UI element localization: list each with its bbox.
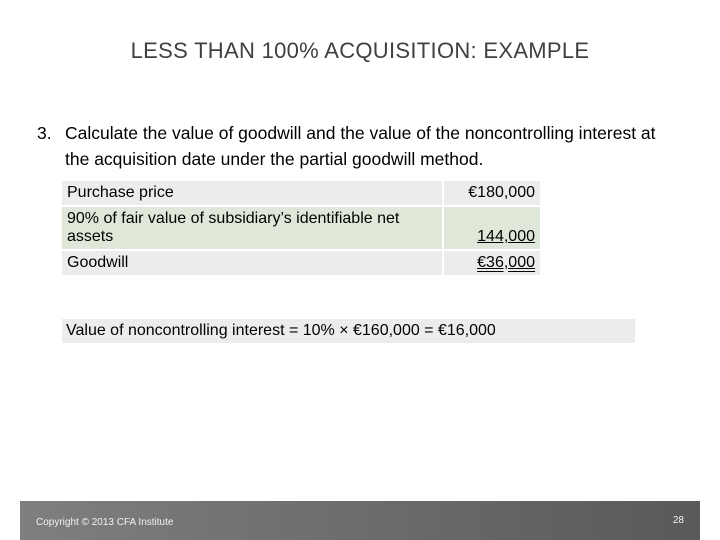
question-item [37, 120, 677, 172]
noncontrolling-interest-text: Value of noncontrolling interest = 10% × €160,000 = €16,000 [62, 319, 635, 343]
goodwill-value: €36,000 [477, 254, 535, 271]
purchase-price-value: €180,000 [444, 181, 540, 205]
page-number: 28 [672, 515, 684, 526]
fair-value-value: 144,000 [477, 228, 535, 245]
table-row [62, 207, 540, 249]
slide-title: LESS THAN 100% ACQUISITION: EXAMPLE [130, 38, 590, 63]
table-row [62, 181, 540, 205]
copyright-text: Copyright © 2013 CFA Institute [36, 517, 174, 528]
question-number: 3. [37, 123, 52, 143]
purchase-price-label: Purchase price [62, 181, 442, 205]
fair-value-label: 90% of fair value of subsidiary’s identifiable net assets [62, 207, 442, 249]
table-row [62, 251, 540, 275]
goodwill-calculation-table [60, 179, 542, 277]
question-text: Calculate the value of goodwill and the value of the noncontrolling interest at the acquisition date under the partial goodwill method. [65, 123, 656, 169]
goodwill-label: Goodwill [62, 251, 442, 275]
footer-bar [20, 501, 700, 540]
